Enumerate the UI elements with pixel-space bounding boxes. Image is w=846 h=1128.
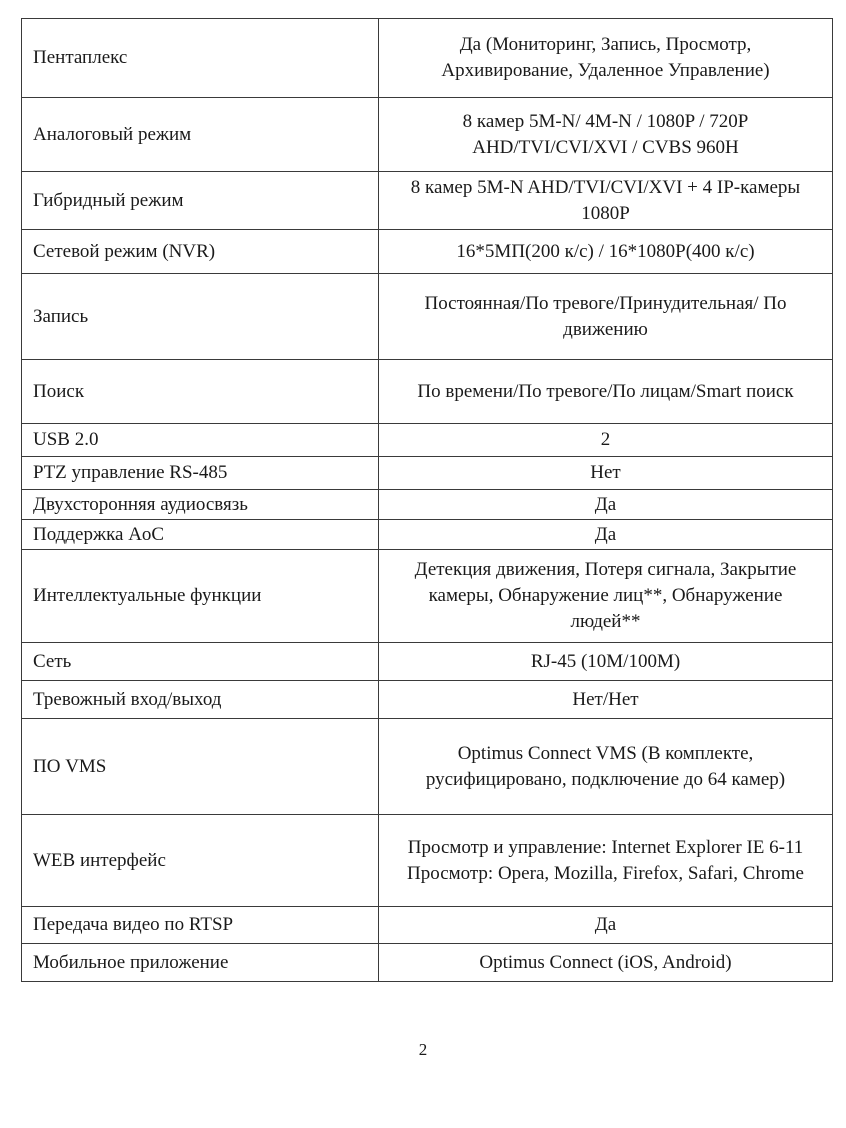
row-label: Запись xyxy=(22,274,379,360)
table-row xyxy=(22,98,833,172)
row-label: Двухсторонняя аудиосвязь xyxy=(22,490,379,520)
row-value: Детекция движения, Потеря сигнала, Закрытие камеры, Обнаружение лиц**, Обнаружение людей** xyxy=(379,550,833,643)
row-value: RJ-45 (10M/100M) xyxy=(379,643,833,681)
row-value: Просмотр и управление: Internet Explorer IE 6-11 Просмотр: Opera, Mozilla, Firefox, Safari, Chrome xyxy=(379,815,833,907)
table-row xyxy=(22,490,833,520)
row-value: Optimus Connect VMS (В комплекте, русифицировано, подключение до 64 камер) xyxy=(379,719,833,815)
row-label: Пентаплекс xyxy=(22,19,379,98)
table-row xyxy=(22,19,833,98)
row-label: Тревожный вход/выход xyxy=(22,681,379,719)
table-row xyxy=(22,815,833,907)
row-value: 16*5МП(200 к/с) / 16*1080P(400 к/с) xyxy=(379,230,833,274)
row-label: ПО VMS xyxy=(22,719,379,815)
row-label: Сетевой режим (NVR) xyxy=(22,230,379,274)
row-value: 8 камер 5M-N AHD/TVI/CVI/XVI + 4 IP-камеры 1080P xyxy=(379,172,833,230)
table-row xyxy=(22,944,833,982)
page-number: 2 xyxy=(418,1040,428,1059)
row-label: PTZ управление RS-485 xyxy=(22,457,379,490)
table-row xyxy=(22,172,833,230)
row-value: Постоянная/По тревоге/Принудительная/ По движению xyxy=(379,274,833,360)
row-label: Мобильное приложение xyxy=(22,944,379,982)
row-value: Да (Мониторинг, Запись, Просмотр, Архивирование, Удаленное Управление) xyxy=(379,19,833,98)
table-row xyxy=(22,643,833,681)
table-row xyxy=(22,520,833,550)
spec-table xyxy=(21,18,833,982)
row-value: Optimus Connect (iOS, Android) xyxy=(379,944,833,982)
row-label: USB 2.0 xyxy=(22,424,379,457)
row-label: Передача видео по RTSP xyxy=(22,907,379,944)
row-label: Поиск xyxy=(22,360,379,424)
row-value: По времени/По тревоге/По лицам/Smart поиск xyxy=(379,360,833,424)
row-value: Да xyxy=(379,907,833,944)
row-value: Да xyxy=(379,490,833,520)
row-label: WEB интерфейс xyxy=(22,815,379,907)
row-label: Аналоговый режим xyxy=(22,98,379,172)
table-row xyxy=(22,230,833,274)
table-row xyxy=(22,274,833,360)
row-label: Сеть xyxy=(22,643,379,681)
table-row xyxy=(22,907,833,944)
row-value: 8 камер 5M-N/ 4M-N / 1080P / 720P AHD/TVI/CVI/XVI / CVBS 960H xyxy=(379,98,833,172)
row-value: Нет/Нет xyxy=(379,681,833,719)
row-label: Гибридный режим xyxy=(22,172,379,230)
table-row xyxy=(22,719,833,815)
table-row xyxy=(22,457,833,490)
table-row xyxy=(22,424,833,457)
row-value: Нет xyxy=(379,457,833,490)
row-label: Интеллектуальные функции xyxy=(22,550,379,643)
table-row xyxy=(22,550,833,643)
table-row xyxy=(22,681,833,719)
row-value: Да xyxy=(379,520,833,550)
row-label: Поддержка AoC xyxy=(22,520,379,550)
row-value: 2 xyxy=(379,424,833,457)
table-row xyxy=(22,360,833,424)
